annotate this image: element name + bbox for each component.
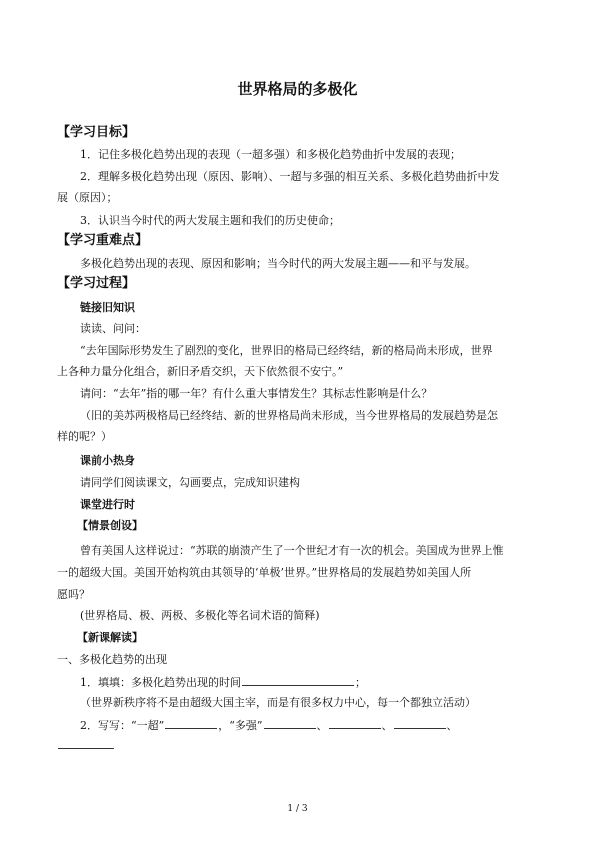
blank-power-1[interactable] — [264, 718, 316, 729]
subheading-scene: 【情景创设】 — [77, 519, 143, 532]
goal-3: 3．认识当今时代的两大发展主题和我们的历史使命； — [80, 214, 340, 227]
fill-1-blank[interactable] — [242, 675, 354, 686]
sep-1: 、 — [316, 719, 328, 732]
subheading-warmup: 课前小热身 — [80, 454, 135, 467]
fill-2-label: 2．写写：“一超” — [80, 719, 165, 732]
note-line-2: 样的呢？） — [57, 430, 112, 443]
question-text: 请问：“去年”指的哪一年？有什么重大事情发生？其标志性影响是什么？ — [80, 387, 433, 400]
read-ask-label: 读读、问问： — [80, 322, 146, 335]
section-heading-key-points: 【学习重难点】 — [57, 233, 149, 248]
quote-line-1: “去年国际形势发生了剧烈的变化，世界旧的格局已经终结，新的格局尚未形成，世界 — [80, 344, 493, 357]
key-points-text: 多极化趋势出现的表现、原因和影响；当今时代的两大发展主题——和平与发展。 — [80, 257, 476, 270]
section-heading-process: 【学习过程】 — [57, 276, 136, 291]
fill-1-label: 1．填填：多极化趋势出现的时间 — [80, 676, 241, 689]
scene-note: (世界格局、极、两极、多极化等名词术语的简释) — [80, 609, 320, 622]
note-line-1: （旧的美苏两极格局已经终结、新的世界格局尚未形成，当今世界格局的发展趋势是怎 — [80, 409, 498, 422]
sep-2: 、 — [381, 719, 393, 732]
fill-1-row — [80, 675, 366, 690]
blank-one-superpower[interactable] — [165, 718, 217, 729]
subheading-link-knowledge: 链接旧知识 — [80, 301, 135, 314]
fill-1-end: ； — [355, 676, 366, 689]
fill-2-row-2 — [57, 738, 115, 753]
goal-2-line-2: 展（原因）； — [57, 191, 118, 204]
fill-2-row — [80, 718, 458, 733]
blank-power-2[interactable] — [329, 718, 381, 729]
goal-1: 1．记住多极化趋势出现的表现（一超多强）和多极化趋势曲折中发展的表现； — [80, 148, 461, 161]
subheading-new-lesson: 【新课解读】 — [77, 631, 143, 644]
scene-line-1: 曾有美国人这样说过：“苏联的崩溃产生了一个世纪才有一次的机会。美国成为世界上惟 — [80, 544, 504, 557]
sep-3: 、 — [446, 719, 458, 732]
subheading-in-class: 课堂进行时 — [80, 498, 135, 511]
warmup-text: 请同学们阅读课文，勾画要点，完成知识建构 — [80, 476, 300, 489]
fill-2-mid: ，“多强” — [218, 719, 263, 732]
goal-2-line-1: 2．理解多极化趋势出现（原因、影响）、一超与多强的相互关系、多极化趋势曲折中发 — [80, 170, 500, 183]
part-1-heading: 一、多极化趋势的出现 — [57, 653, 167, 666]
section-heading-goals: 【学习目标】 — [57, 125, 136, 140]
scene-line-2: 一的超级大国。美国开始构筑由其领导的‘单极’世界。”世界格局的发展趋势如美国人所 — [57, 566, 472, 579]
page-number: 1 / 3 — [287, 804, 308, 814]
blank-power-4[interactable] — [58, 738, 114, 749]
page-title: 世界格局的多极化 — [237, 80, 358, 98]
scene-line-3: 愿吗？ — [57, 588, 90, 601]
blank-power-3[interactable] — [394, 718, 446, 729]
quote-line-2: 上各种力量分化组合，新旧矛盾交织，天下依然很不安宁。” — [57, 365, 344, 378]
fill-1-note: （世界新秩序将不是由超级大国主宰，而是有很多权力中心，每一个都独立活动） — [80, 696, 476, 709]
